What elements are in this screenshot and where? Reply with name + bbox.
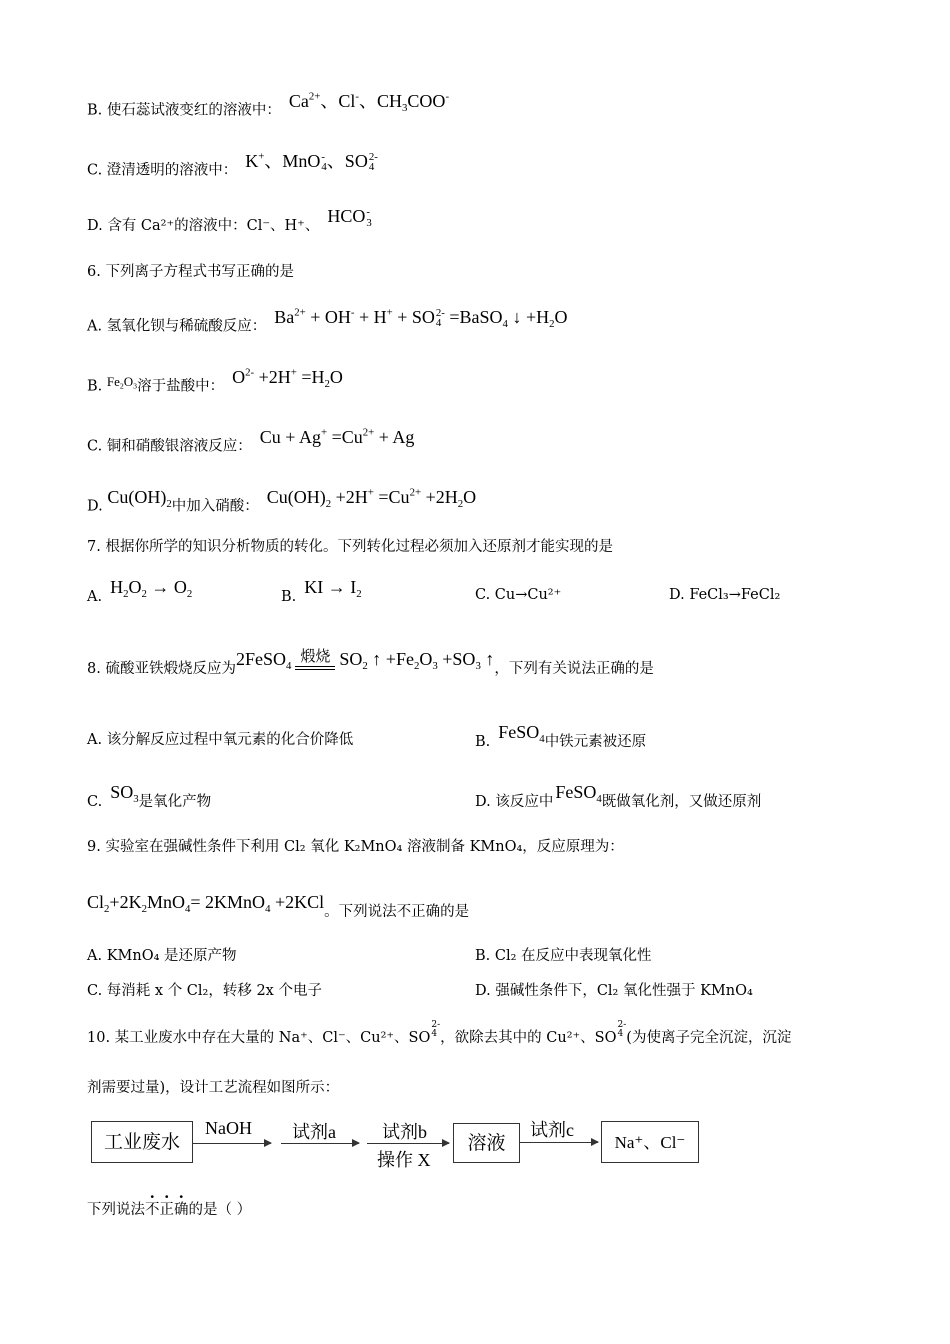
emphasis-char: 不 — [145, 1202, 160, 1218]
emphasis-text — [145, 1202, 189, 1218]
emphasis-char: 正 — [159, 1202, 174, 1218]
flow-arrow-3-label-bottom: 操作 X — [377, 1150, 431, 1170]
q6-stem: 6. 下列离子方程式书写正确的是 — [87, 264, 294, 280]
q7-option-b: B. KI → $I_2$ — [281, 577, 362, 605]
flow-arrow-3-label-top: 试剂b — [382, 1122, 427, 1142]
q8-stem: 8. 硫酸亚铁煅烧反应为2FeSO$_4$ 煅烧 $SO_2$ ↑ $+Fe_2O_3 +SO_3$ ↑，下列有关说法正确的是 — [87, 649, 654, 677]
q5-option-b: B. 使石蕊试液变红的溶液中： $Ca^{2+}$、Cl-、$CH_3COO^-$ — [87, 90, 450, 119]
formula: $Ba^{2+} + OH^- + H^+$ + SO 2- 4 =BaSO$_4$ ↓ $+H_2O$ — [274, 306, 568, 330]
q8-option-d: D. 该反应中 FeSO$_4$既做氧化剂，又做还原剂 — [475, 782, 762, 810]
sulfate-charge: 2- 4 — [617, 1020, 627, 1039]
formula: $Fe_2O_3$ — [106, 373, 138, 391]
formula: FeSO$_4$ — [555, 782, 602, 805]
q9-option-b: B. Cl₂ 在反应中表现氧化性 — [475, 948, 652, 964]
formula: $Cl_2+2K_2MnO_4=$ 2KMnO$_4$ +2KCl — [87, 892, 325, 915]
q6-option-d: D. $Cu(OH)_2$中加入硝酸： $Cu(OH)_2 +2H^+ =Cu^{2+} +2H_2O$ — [87, 486, 477, 515]
q7-option-c: C. Cu→Cu²⁺ — [475, 587, 562, 603]
flow-arrow-1-label: NaOH — [205, 1118, 252, 1138]
q5-option-d: D. 含有 Ca²⁺的溶液中：Cl⁻、H⁺、 HCO - 3 — [87, 206, 372, 234]
q8-option-a: A. 该分解反应过程中氧元素的化合价降低 — [87, 732, 354, 748]
formula: $Cu(OH)_2 +2H^+ =Cu^{2+} +2H_2O$ — [266, 486, 477, 510]
formula: 2FeSO$_4$ 煅烧 $SO_2$ ↑ $+Fe_2O_3 +SO_3$ ↑ — [235, 649, 495, 672]
formula: K+、MnO - 4 、SO 2- 4 — [245, 150, 378, 174]
q7-option-a: A. $H_2O_2 \to O_2$ — [87, 577, 193, 605]
formula: $O^{2-} +2H^+ =H_2O$ — [232, 366, 343, 390]
flow-arrow-4-label: 试剂c — [530, 1120, 574, 1140]
sulfate-charge: 2- 4 — [431, 1020, 441, 1039]
q6-option-b: B. $Fe_2O_3$溶于盐酸中： $O^{2-} +2H^+ =H_2O$ — [87, 366, 343, 395]
q5-option-c: C. 澄清透明的溶液中： K+、MnO - 4 、SO 2- 4 — [87, 150, 378, 179]
flow-arrow-2-label: 试剂a — [292, 1122, 336, 1142]
q7-stem: 7. 根据你所学的知识分析物质的转化。下列转化过程必须加入还原剂才能实现的是 — [87, 539, 613, 555]
flow-arrow-4 — [520, 1142, 598, 1143]
q8-option-c: C. $SO_3$是氧化产物 — [87, 782, 212, 810]
q6-option-a: A. 氢氧化钡与稀硫酸反应： $Ba^{2+} + OH^- + H^+$ + SO 2- 4 =BaSO$_4$ ↓ $+H_2O$ — [87, 306, 568, 335]
q9-stem: 9. 实验室在强碱性条件下利用 Cl₂ 氧化 K₂MnO₄ 溶液制备 KMnO₄，反应原理为： — [87, 839, 624, 855]
emphasis-char: 确 — [174, 1202, 189, 1218]
flow-box-wastewater: 工业废水 — [91, 1121, 193, 1163]
formula: FeSO$_4$ — [498, 722, 545, 745]
q9-option-d: D. 强碱性条件下，Cl₂ 氧化性强于 KMnO₄ — [475, 983, 753, 999]
q9-equation: $Cl_2+2K_2MnO_4=$ 2KMnO$_4$ +2KCl。下列说法不正确的是 — [87, 892, 470, 920]
q10-question: 下列说法不正确的是（ ） — [87, 1202, 252, 1218]
formula: $H_2O_2 \to O_2$ — [110, 577, 193, 600]
q8-option-b: B. FeSO$_4$中铁元素被还原 — [475, 722, 647, 750]
reaction-condition: 煅烧 — [295, 650, 335, 670]
q7-option-d: D. FeCl₃→FeCl₂ — [669, 587, 781, 603]
q9-option-c: C. 每消耗 x 个 Cl₂，转移 2x 个电子 — [87, 983, 322, 999]
q6-option-c: C. 铜和硝酸银溶液反应： $Cu + Ag^+ =Cu^{2+} + Ag$ — [87, 426, 415, 455]
formula: $Cu(OH)_2$ — [107, 486, 172, 510]
formula: KI → $I_2$ — [304, 577, 362, 600]
flow-box-solution: 溶液 — [453, 1123, 520, 1163]
formula: $Ca^{2+}$、Cl-、$CH_3COO^-$ — [288, 90, 450, 114]
flow-arrow-1 — [193, 1143, 271, 1144]
formula: HCO - 3 — [327, 206, 372, 229]
q10-stem-line2: 剂需要过量)，设计工艺流程如图所示： — [87, 1080, 340, 1096]
q9-option-a: A. KMnO₄ 是还原产物 — [87, 948, 237, 964]
flow-box-product: Na⁺、Cl⁻ — [601, 1121, 699, 1163]
formula: $Cu + Ag^+ =Cu^{2+} + Ag$ — [259, 426, 415, 447]
formula: $SO_3$ — [110, 782, 139, 805]
q10-stem: 10. 某工业废水中存在大量的 Na⁺、Cl⁻、Cu²⁺、SO 2- 4 ，欲除去其中的 Cu²⁺、SO 2- 4 (为使离子完全沉淀，沉淀 — [87, 1020, 792, 1046]
